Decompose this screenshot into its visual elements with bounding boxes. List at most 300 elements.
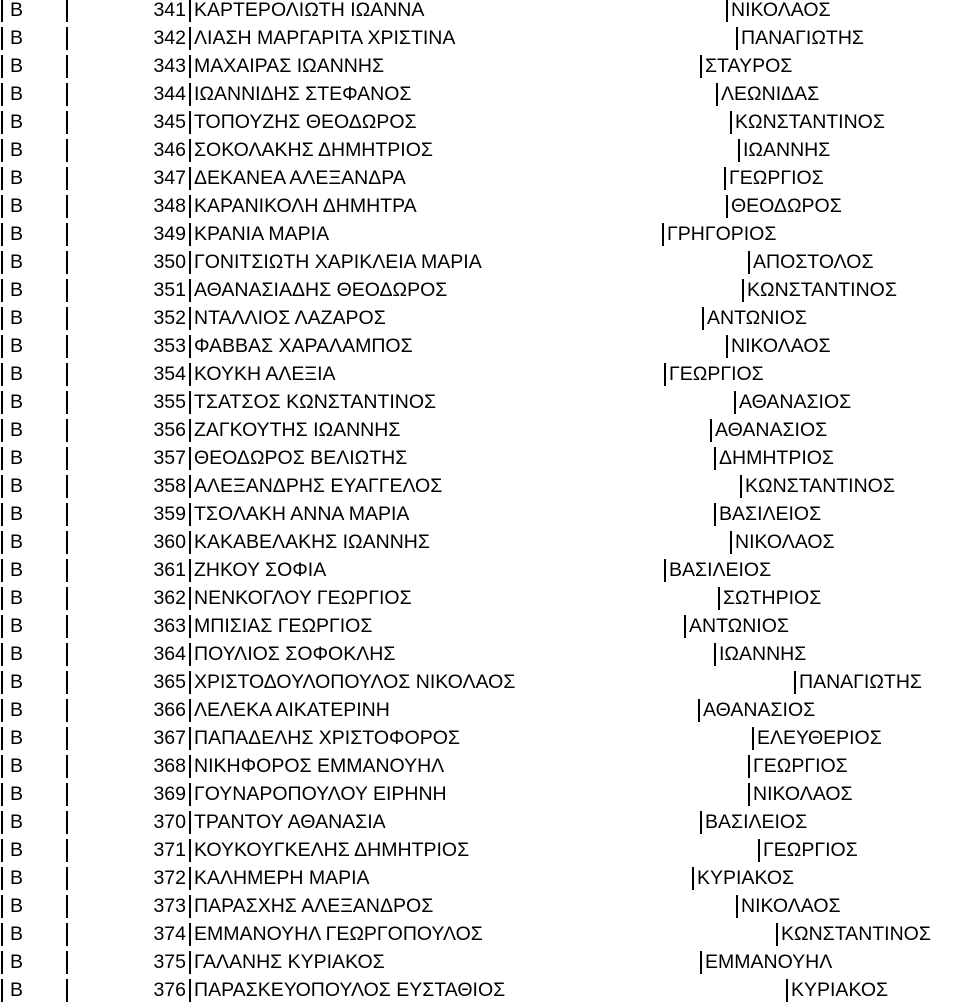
cell-divider [684,615,686,638]
cell-divider [189,923,191,946]
name-cell: ΕΜΜΑΝΟΥΗΛ ΓΕΩΡΓΟΠΟΥΛΟΣ [194,923,483,945]
number-cell: 355 [153,391,186,413]
father-name-cell: ΚΩΝΣΤΑΝΤΙΝΟΣ [781,923,931,945]
father-name-cell: ΝΙΚΟΛΑΟΣ [731,335,831,357]
class-cell: Β [10,951,24,973]
cell-divider [1,167,3,190]
number-cell: 374 [153,923,186,945]
cell-divider [66,643,68,666]
name-cell: ΤΟΠΟΥΖΗΣ ΘΕΟΔΩΡΟΣ [194,111,417,133]
class-cell: Β [10,27,24,49]
cell-divider [66,419,68,442]
cell-divider [66,251,68,274]
cell-divider [66,811,68,834]
table-row [0,752,960,780]
cell-divider [1,671,3,694]
class-cell: Β [10,223,24,245]
number-cell: 366 [153,699,186,721]
cell-divider [736,895,738,918]
cell-divider [189,363,191,386]
class-cell: Β [10,811,24,833]
cell-divider [189,335,191,358]
cell-divider [189,111,191,134]
cell-divider [1,419,3,442]
father-name-cell: ΑΝΤΩΝΙΟΣ [689,615,789,637]
cell-divider [66,475,68,498]
table-row [0,500,960,528]
cell-divider [66,755,68,778]
father-name-cell: ΓΕΩΡΓΙΟΣ [763,839,858,861]
class-cell: Β [10,475,24,497]
class-cell: Β [10,83,24,105]
cell-divider [66,867,68,890]
number-cell: 343 [153,55,186,77]
table-row [0,948,960,976]
class-cell: Β [10,195,24,217]
father-name-cell: ΒΑΣΙΛΕΙΟΣ [719,503,822,525]
class-cell: Β [10,111,24,133]
table-row [0,52,960,80]
name-cell: ΑΘΑΝΑΣΙΑΔΗΣ ΘΕΟΔΩΡΟΣ [194,279,448,301]
class-cell: Β [10,503,24,525]
name-cell: ΜΠΙΣΙΑΣ ΓΕΩΡΓΙΟΣ [194,615,373,637]
name-cell: ΝΕΝΚΟΓΛΟΥ ΓΕΩΡΓΙΟΣ [194,587,412,609]
father-name-cell: ΚΩΝΣΤΑΝΤΙΝΟΣ [735,111,885,133]
cell-divider [189,895,191,918]
cell-divider [189,447,191,470]
number-cell: 375 [153,951,186,973]
name-cell: ΠΟΥΛΙΟΣ ΣΟΦΟΚΛΗΣ [194,643,396,665]
table-row [0,192,960,220]
name-cell: ΓΟΝΙΤΣΙΩΤΗ ΧΑΡΙΚΛΕΙΑ ΜΑΡΙΑ [194,251,482,273]
name-cell: ΚΟΥΚΟΥΓΚΕΛΗΣ ΔΗΜΗΤΡΙΟΣ [194,839,470,861]
cell-divider [726,0,728,22]
number-cell: 362 [153,587,186,609]
table-row [0,24,960,52]
class-cell: Β [10,923,24,945]
cell-divider [66,727,68,750]
cell-divider [1,811,3,834]
number-cell: 341 [153,0,186,21]
name-cell: ΧΡΙΣΤΟΔΟΥΛΟΠΟΥΛΟΣ ΝΙΚΟΛΑΟΣ [194,671,516,693]
cell-divider [1,251,3,274]
cell-divider [189,755,191,778]
name-cell: ΤΣΑΤΣΟΣ ΚΩΝΣΤΑΝΤΙΝΟΣ [194,391,437,413]
cell-divider [189,727,191,750]
father-name-cell: ΑΠΟΣΤΟΛΟΣ [753,251,874,273]
number-cell: 350 [153,251,186,273]
father-name-cell: ΙΩΑΝΝΗΣ [719,643,807,665]
cell-divider [664,363,666,386]
table-row [0,304,960,332]
father-name-cell: ΑΘΑΝΑΣΙΟΣ [739,391,852,413]
table-row [0,836,960,864]
father-name-cell: ΕΜΜΑΝΟΥΗΛ [705,951,833,973]
cell-divider [1,307,3,330]
number-cell: 370 [153,811,186,833]
cell-divider [1,615,3,638]
class-cell: Β [10,783,24,805]
cell-divider [1,363,3,386]
table-row [0,920,960,948]
father-name-cell: ΒΑΣΙΛΕΙΟΣ [705,811,808,833]
father-name-cell: ΚΥΡΙΑΚΟΣ [791,979,889,1001]
name-cell: ΚΑΡΤΕΡΟΛΙΩΤΗ ΙΩΑΝΝΑ [194,0,425,21]
cell-divider [1,111,3,134]
cell-divider [189,699,191,722]
cell-divider [1,783,3,806]
table-row [0,780,960,808]
class-cell: Β [10,839,24,861]
class-cell: Β [10,979,24,1001]
father-name-cell: ΑΝΤΩΝΙΟΣ [707,307,807,329]
number-cell: 361 [153,559,186,581]
number-cell: 354 [153,363,186,385]
class-cell: Β [10,447,24,469]
name-cell: ΛΕΛΕΚΑ ΑΙΚΑΤΕΡΙΝΗ [194,699,390,721]
cell-divider [189,979,191,1002]
number-cell: 363 [153,615,186,637]
number-cell: 346 [153,139,186,161]
name-cell: ΑΛΕΞΑΝΔΡΗΣ ΕΥΑΓΓΕΛΟΣ [194,475,443,497]
cell-divider [189,643,191,666]
number-cell: 348 [153,195,186,217]
cell-divider [66,27,68,50]
cell-divider [1,531,3,554]
cell-divider [714,643,716,666]
cell-divider [710,419,712,442]
cell-divider [66,223,68,246]
father-name-cell: ΑΘΑΝΑΣΙΟΣ [703,699,816,721]
cell-divider [189,307,191,330]
cell-divider [1,223,3,246]
cell-divider [189,279,191,302]
father-name-cell: ΣΩΤΗΡΙΟΣ [723,587,822,609]
table-row [0,220,960,248]
class-cell: Β [10,699,24,721]
father-name-cell: ΛΕΩΝΙΔΑΣ [721,83,820,105]
cell-divider [189,587,191,610]
class-cell: Β [10,559,24,581]
number-cell: 344 [153,83,186,105]
cell-divider [189,0,191,22]
father-name-cell: ΚΩΝΣΤΑΝΤΙΝΟΣ [745,475,895,497]
cell-divider [189,139,191,162]
name-cell: ΠΑΡΑΣΧΗΣ ΑΛΕΞΑΝΔΡΟΣ [194,895,434,917]
cell-divider [700,951,702,974]
number-cell: 373 [153,895,186,917]
cell-divider [189,223,191,246]
table-row [0,556,960,584]
class-cell: Β [10,615,24,637]
father-name-cell: ΙΩΑΝΝΗΣ [743,139,831,161]
cell-divider [1,923,3,946]
class-cell: Β [10,55,24,77]
father-name-cell: ΓΕΩΡΓΙΟΣ [729,167,824,189]
cell-divider [692,867,694,890]
father-name-cell: ΔΗΜΗΤΡΙΟΣ [719,447,834,469]
cell-divider [738,139,740,162]
class-cell: Β [10,671,24,693]
cell-divider [1,55,3,78]
class-cell: Β [10,391,24,413]
name-cell: ΠΑΡΑΣΚΕΥΟΠΟΥΛΟΣ ΕΥΣΤΑΘΙΟΣ [194,979,506,1001]
cell-divider [736,27,738,50]
name-cell: ΤΣΟΛΑΚΗ ΑΝΝΑ ΜΑΡΙΑ [194,503,410,525]
cell-divider [700,55,702,78]
cell-divider [730,531,732,554]
table-row [0,668,960,696]
cell-divider [66,195,68,218]
cell-divider [189,671,191,694]
cell-divider [752,727,754,750]
number-cell: 367 [153,727,186,749]
name-cell: ΦΑΒΒΑΣ ΧΑΡΑΛΑΜΠΟΣ [194,335,413,357]
cell-divider [189,615,191,638]
number-cell: 365 [153,671,186,693]
cell-divider [1,0,3,22]
class-cell: Β [10,727,24,749]
number-cell: 342 [153,27,186,49]
number-cell: 376 [153,979,186,1001]
cell-divider [734,391,736,414]
cell-divider [1,391,3,414]
table-row [0,248,960,276]
class-cell: Β [10,279,24,301]
table-row [0,0,960,24]
number-cell: 356 [153,419,186,441]
table-row [0,360,960,388]
cell-divider [724,167,726,190]
table-row [0,108,960,136]
cell-divider [726,335,728,358]
cell-divider [66,951,68,974]
cell-divider [189,783,191,806]
father-name-cell: ΠΑΝΑΓΙΩΤΗΣ [799,671,922,693]
name-cell: ΓΟΥΝΑΡΟΠΟΥΛΟΥ ΕΙΡΗΝΗ [194,783,447,805]
cell-divider [1,83,3,106]
cell-divider [700,811,702,834]
name-cell: ΛΙΑΣΗ ΜΑΡΓΑΡΙΤΑ ΧΡΙΣΤΙΝΑ [194,27,456,49]
table-row [0,892,960,920]
cell-divider [698,699,700,722]
cell-divider [189,503,191,526]
cell-divider [726,195,728,218]
table-row [0,332,960,360]
father-name-cell: ΚΩΝΣΤΑΝΤΙΝΟΣ [747,279,897,301]
cell-divider [66,839,68,862]
cell-divider [66,503,68,526]
name-cell: ΖΑΓΚΟΥΤΗΣ ΙΩΑΝΝΗΣ [194,419,401,441]
father-name-cell: ΣΤΑΥΡΟΣ [705,55,793,77]
cell-divider [66,699,68,722]
cell-divider [1,867,3,890]
name-cell: ΙΩΑΝΝΙΔΗΣ ΣΤΕΦΑΝΟΣ [194,83,412,105]
cell-divider [1,643,3,666]
number-cell: 358 [153,475,186,497]
number-cell: 347 [153,167,186,189]
class-cell: Β [10,419,24,441]
name-cell: ΚΑΡΑΝΙΚΟΛΗ ΔΗΜΗΤΡΑ [194,195,417,217]
number-cell: 372 [153,867,186,889]
cell-divider [189,559,191,582]
cell-divider [66,83,68,106]
number-cell: 349 [153,223,186,245]
class-cell: Β [10,363,24,385]
name-cell: ΤΡΑΝΤΟΥ ΑΘΑΝΑΣΙΑ [194,811,386,833]
table-row [0,388,960,416]
class-cell: Β [10,335,24,357]
cell-divider [742,279,744,302]
class-cell: Β [10,755,24,777]
father-name-cell: ΘΕΟΔΩΡΟΣ [731,195,842,217]
father-name-cell: ΓΡΗΓΟΡΙΟΣ [667,223,777,245]
cell-divider [740,475,742,498]
cell-divider [189,839,191,862]
class-cell: Β [10,867,24,889]
table-row [0,528,960,556]
cell-divider [1,727,3,750]
cell-divider [1,755,3,778]
cell-divider [189,251,191,274]
number-cell: 351 [153,279,186,301]
cell-divider [716,83,718,106]
class-cell: Β [10,531,24,553]
cell-divider [189,419,191,442]
number-cell: 359 [153,503,186,525]
name-cell: ΣΟΚΟΛΑΚΗΣ ΔΗΜΗΤΡΙΟΣ [194,139,433,161]
name-cell: ΖΗΚΟΥ ΣΟΦΙΑ [194,559,327,581]
cell-divider [66,923,68,946]
father-name-cell: ΝΙΚΟΛΑΟΣ [753,783,853,805]
cell-divider [1,699,3,722]
cell-divider [189,55,191,78]
name-cell: ΚΑΛΗΜΕΡΗ ΜΑΡΙΑ [194,867,370,889]
cell-divider [1,839,3,862]
table-row [0,724,960,752]
cell-divider [1,951,3,974]
cell-divider [730,111,732,134]
cell-divider [189,391,191,414]
cell-divider [66,55,68,78]
number-cell: 360 [153,531,186,553]
number-cell: 371 [153,839,186,861]
cell-divider [664,559,666,582]
class-cell: Β [10,0,24,21]
father-name-cell: ΓΕΩΡΓΙΟΣ [669,363,764,385]
cell-divider [1,27,3,50]
father-name-cell: ΝΙΚΟΛΑΟΣ [735,531,835,553]
cell-divider [66,671,68,694]
cell-divider [189,195,191,218]
cell-divider [189,83,191,106]
cell-divider [758,839,760,862]
cell-divider [718,587,720,610]
cell-divider [189,951,191,974]
cell-divider [748,251,750,274]
class-cell: Β [10,587,24,609]
table-row [0,472,960,500]
number-cell: 369 [153,783,186,805]
name-cell: ΚΑΚΑΒΕΛΑΚΗΣ ΙΩΑΝΝΗΣ [194,531,430,553]
table-row [0,416,960,444]
father-name-cell: ΠΑΝΑΓΙΩΤΗΣ [741,27,864,49]
number-cell: 364 [153,643,186,665]
cell-divider [189,531,191,554]
cell-divider [662,223,664,246]
class-cell: Β [10,643,24,665]
cell-divider [786,979,788,1002]
number-cell: 368 [153,755,186,777]
cell-divider [66,363,68,386]
cell-divider [189,867,191,890]
cell-divider [66,559,68,582]
table-row [0,276,960,304]
cell-divider [1,447,3,470]
table-row [0,444,960,472]
cell-divider [1,475,3,498]
name-cell: ΓΑΛΑΝΗΣ ΚΥΡΙΑΚΟΣ [194,951,385,973]
table-row [0,80,960,108]
father-name-cell: ΕΛΕΥΘΕΡΙΟΣ [757,727,882,749]
cell-divider [702,307,704,330]
cell-divider [66,783,68,806]
cell-divider [189,475,191,498]
cell-divider [66,335,68,358]
father-name-cell: ΒΑΣΙΛΕΙΟΣ [669,559,772,581]
cell-divider [748,783,750,806]
class-cell: Β [10,895,24,917]
name-cell: ΝΙΚΗΦΟΡΟΣ ΕΜΜΑΝΟΥΗΛ [194,755,445,777]
class-cell: Β [10,167,24,189]
cell-divider [66,139,68,162]
table-row [0,696,960,724]
cell-divider [66,279,68,302]
cell-divider [1,195,3,218]
number-cell: 353 [153,335,186,357]
father-name-cell: ΚΥΡΙΑΚΟΣ [697,867,795,889]
cell-divider [189,167,191,190]
cell-divider [1,587,3,610]
table-row [0,612,960,640]
cell-divider [1,335,3,358]
cell-divider [714,447,716,470]
number-cell: 352 [153,307,186,329]
father-name-cell: ΓΕΩΡΓΙΟΣ [753,755,848,777]
cell-divider [66,0,68,22]
cell-divider [66,167,68,190]
father-name-cell: ΑΘΑΝΑΣΙΟΣ [715,419,828,441]
cell-divider [776,923,778,946]
table-row [0,164,960,192]
cell-divider [1,503,3,526]
cell-divider [66,979,68,1002]
cell-divider [66,391,68,414]
number-cell: 345 [153,111,186,133]
name-cell: ΠΑΠΑΔΕΛΗΣ ΧΡΙΣΤΟΦΟΡΟΣ [194,727,460,749]
cell-divider [1,895,3,918]
cell-divider [189,27,191,50]
cell-divider [714,503,716,526]
cell-divider [794,671,796,694]
cell-divider [66,531,68,554]
name-cell: ΚΟΥΚΗ ΑΛΕΞΙΑ [194,363,336,385]
number-cell: 357 [153,447,186,469]
cell-divider [1,979,3,1002]
name-cell: ΚΡΑΝΙΑ ΜΑΡΙΑ [194,223,330,245]
father-name-cell: ΝΙΚΟΛΑΟΣ [741,895,841,917]
cell-divider [189,811,191,834]
